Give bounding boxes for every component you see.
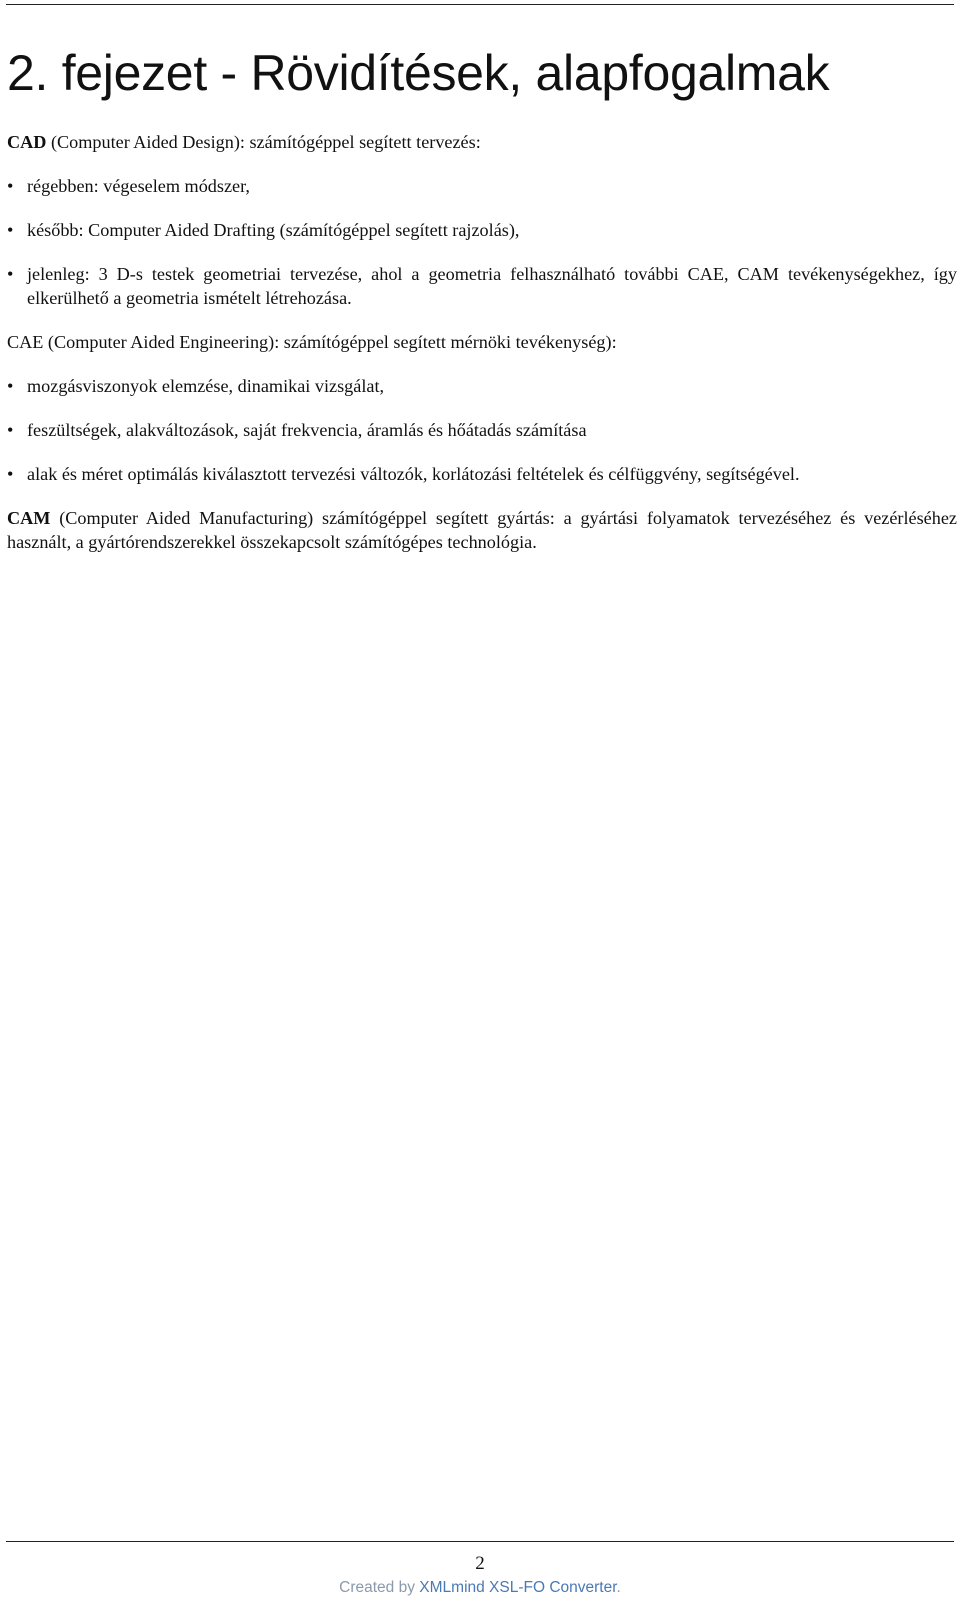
list-item [7, 218, 957, 242]
list-item-text: jelenleg: 3 D-s testek geometriai tervezése, ahol a geometria felhasználható további CAE, CAM tevékenységekhez, így elkerülhető a geometria ismételt létrehozása. [27, 264, 957, 308]
list-item [7, 374, 957, 398]
bullet-icon: • [7, 176, 14, 196]
header-divider [6, 4, 954, 5]
cam-definition [7, 506, 957, 554]
bullet-icon: • [7, 264, 14, 284]
cad-definition [7, 130, 957, 154]
list-item [7, 174, 957, 198]
list-item-text: később: Computer Aided Drafting (számítógéppel segített rajzolás), [27, 220, 520, 240]
converter-link[interactable]: XMLmind XSL-FO Converter [419, 1579, 617, 1596]
page-number: 2 [475, 1553, 485, 1574]
bullet-icon: • [7, 420, 14, 440]
cae-list [7, 374, 957, 486]
footer-credit-suffix: . [616, 1579, 621, 1596]
chapter-title: 2. fejezet - Rövidítések, alapfogalmak [7, 45, 830, 101]
cad-definition-text: (Computer Aided Design): számítógéppel segített tervezés: [46, 132, 481, 152]
footer-divider [6, 1541, 954, 1542]
bullet-icon: • [7, 376, 14, 396]
bullet-icon: • [7, 464, 14, 484]
cam-definition-text: (Computer Aided Manufacturing) számítógéppel segített gyártás: a gyártási folyamatok tervezéséhez és vezérléséhez használt, a gyártórendszerekkel összekapcsolt számítógépes technológia. [7, 508, 957, 552]
footer-credit [0, 1578, 960, 1598]
cae-definition [7, 330, 957, 354]
list-item [7, 418, 957, 442]
cad-list [7, 174, 957, 310]
cad-term: CAD [7, 132, 47, 152]
cam-term: CAM [7, 508, 51, 528]
cae-definition-text: (Computer Aided Engineering): számítógéppel segített mérnöki tevékenység): [43, 332, 617, 352]
list-item-text: feszültségek, alakváltozások, saját frekvencia, áramlás és hőátadás számítása [27, 420, 587, 440]
footer-credit-prefix: Created by [339, 1579, 420, 1596]
list-item-text: mozgásviszonyok elemzése, dinamikai vizsgálat, [27, 376, 385, 396]
list-item [7, 262, 957, 310]
cae-term: CAE [7, 332, 44, 352]
bullet-icon: • [7, 220, 14, 240]
chapter-content [7, 130, 957, 554]
list-item-text: alak és méret optimálás kiválasztott tervezési változók, korlátozási feltételek és célfüggvény, segítségével. [27, 464, 800, 484]
list-item [7, 462, 957, 486]
list-item-text: régebben: végeselem módszer, [27, 176, 250, 196]
